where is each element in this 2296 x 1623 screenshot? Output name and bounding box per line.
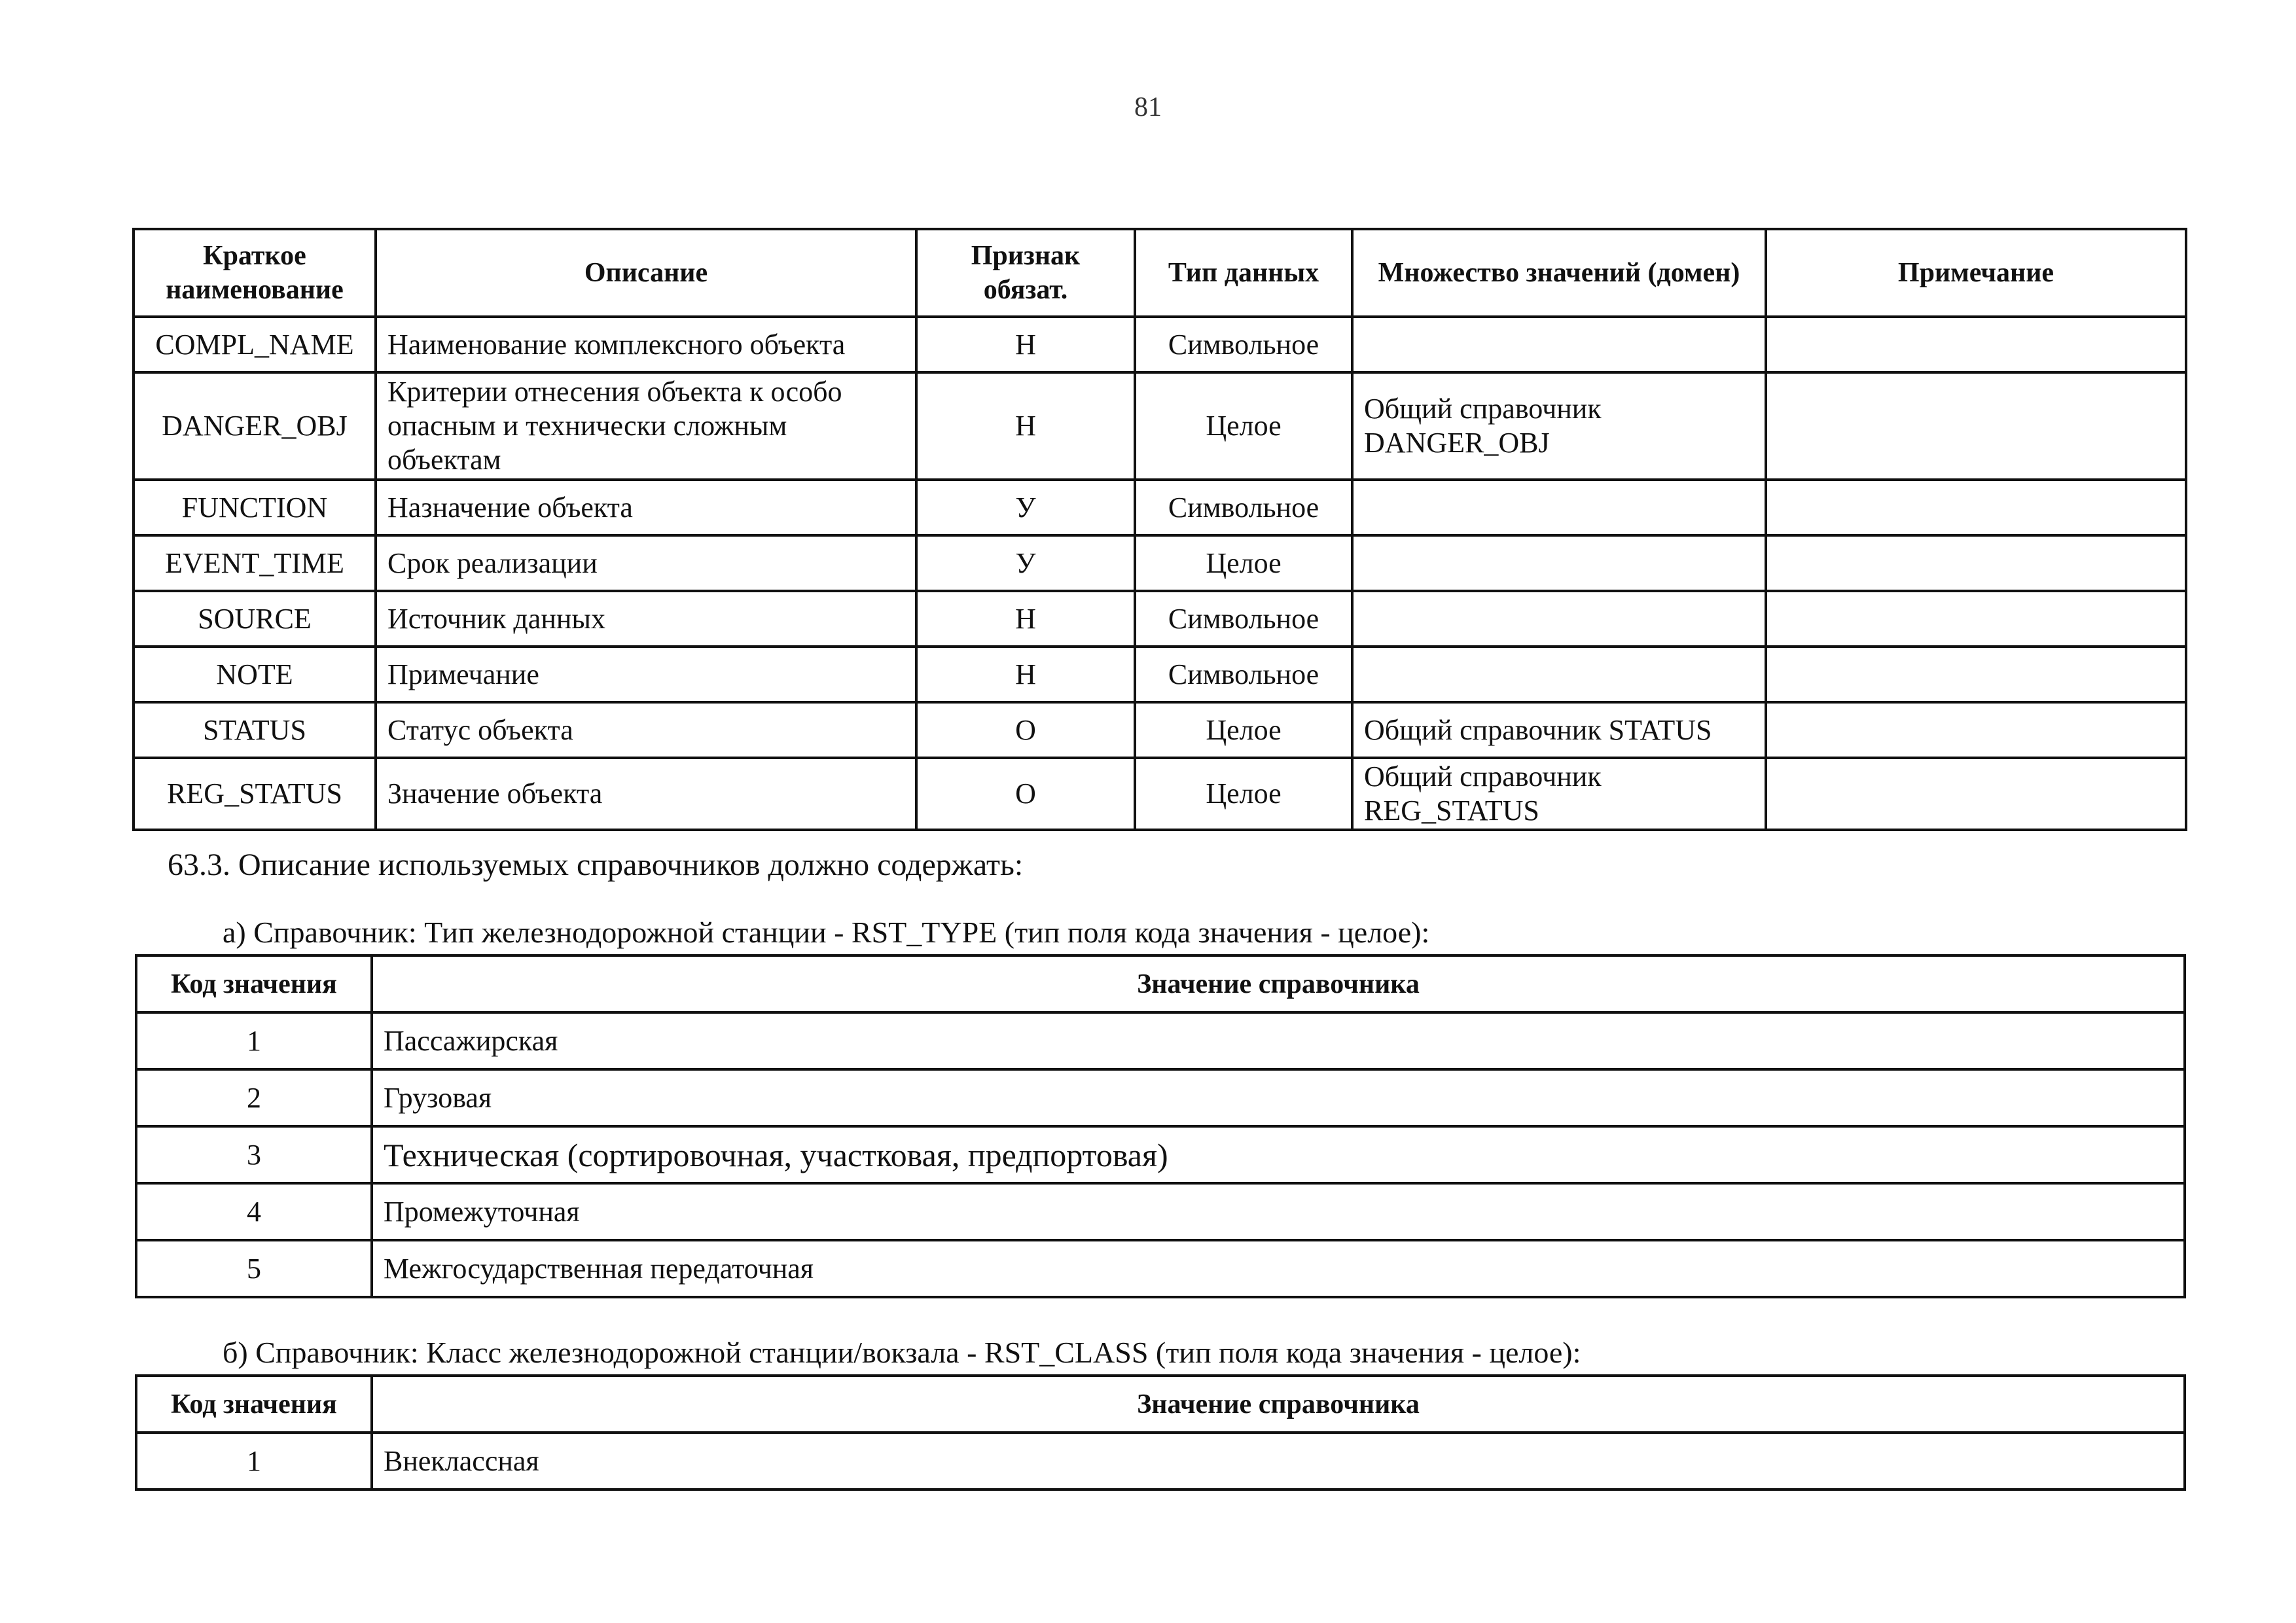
cell-domain: [1352, 480, 1766, 535]
cell-value: Межгосударственная передаточная: [372, 1240, 2185, 1297]
cell-description: Значение объекта: [376, 758, 916, 830]
cell-data-type: Целое: [1135, 372, 1352, 480]
table-row: [134, 535, 2186, 591]
header-short-name: Краткое наименование: [134, 229, 376, 317]
table-row: [136, 1126, 2185, 1183]
cell-note: [1766, 372, 2186, 480]
cell-code: 4: [136, 1183, 372, 1240]
cell-required: Н: [916, 317, 1135, 372]
cell-code: 3: [136, 1126, 372, 1183]
table-row: [134, 480, 2186, 535]
page-number: 81: [1134, 92, 1162, 122]
rst-class-table: [135, 1374, 2186, 1491]
cell-short-name: FUNCTION: [134, 480, 376, 535]
cell-description: Срок реализации: [376, 535, 916, 591]
cell-value: Пассажирская: [372, 1012, 2185, 1069]
header-domain: Множество значений (домен): [1352, 229, 1766, 317]
cell-description: Наименование комплексного объекта: [376, 317, 916, 372]
table-header-row: [136, 955, 2185, 1012]
cell-note: [1766, 480, 2186, 535]
cell-description: Источник данных: [376, 591, 916, 647]
cell-short-name: COMPL_NAME: [134, 317, 376, 372]
header-required: Признак обязат.: [916, 229, 1135, 317]
table-row: [134, 317, 2186, 372]
table-row: [134, 647, 2186, 702]
cell-data-type: Целое: [1135, 702, 1352, 758]
cell-short-name: NOTE: [134, 647, 376, 702]
header-note: Примечание: [1766, 229, 2186, 317]
cell-domain: [1352, 535, 1766, 591]
table-row: [136, 1012, 2185, 1069]
table-header-row: [136, 1376, 2185, 1433]
cell-domain: Общий справочник DANGER_OBJ: [1352, 372, 1766, 480]
cell-note: [1766, 317, 2186, 372]
cell-required: У: [916, 480, 1135, 535]
cell-required: У: [916, 535, 1135, 591]
rst-type-title: а) Справочник: Тип железнодорожной станции - RST_TYPE (тип поля кода значения - целое):: [223, 916, 1430, 949]
cell-note: [1766, 591, 2186, 647]
cell-data-type: Целое: [1135, 535, 1352, 591]
cell-required: О: [916, 702, 1135, 758]
cell-code: 1: [136, 1433, 372, 1489]
cell-value: Техническая (сортировочная, участковая, предпортовая): [372, 1126, 2185, 1183]
header-code: Код значения: [136, 955, 372, 1012]
cell-note: [1766, 702, 2186, 758]
cell-note: [1766, 535, 2186, 591]
cell-note: [1766, 758, 2186, 830]
cell-description: Назначение объекта: [376, 480, 916, 535]
table-row: [136, 1069, 2185, 1126]
cell-description: Критерии отнесения объекта к особо опасным и технически сложным объектам: [376, 372, 916, 480]
cell-short-name: REG_STATUS: [134, 758, 376, 830]
header-value: Значение справочника: [372, 955, 2185, 1012]
cell-data-type: Целое: [1135, 758, 1352, 830]
cell-description: Примечание: [376, 647, 916, 702]
table-row: [134, 591, 2186, 647]
cell-short-name: EVENT_TIME: [134, 535, 376, 591]
cell-data-type: Символьное: [1135, 647, 1352, 702]
cell-data-type: Символьное: [1135, 480, 1352, 535]
cell-value: Внеклассная: [372, 1433, 2185, 1489]
cell-short-name: DANGER_OBJ: [134, 372, 376, 480]
cell-domain: [1352, 647, 1766, 702]
attributes-table: [132, 228, 2187, 831]
header-data-type: Тип данных: [1135, 229, 1352, 317]
rst-type-table: [135, 954, 2186, 1298]
cell-domain: [1352, 591, 1766, 647]
cell-data-type: Символьное: [1135, 317, 1352, 372]
cell-note: [1766, 647, 2186, 702]
rst-class-title: б) Справочник: Класс железнодорожной станции/вокзала - RST_CLASS (тип поля кода значения - целое):: [223, 1336, 1581, 1369]
section-heading: 63.3. Описание используемых справочников должно содержать:: [168, 847, 1024, 882]
table-row: [134, 702, 2186, 758]
cell-domain: Общий справочник REG_STATUS: [1352, 758, 1766, 830]
cell-required: Н: [916, 372, 1135, 480]
header-code: Код значения: [136, 1376, 372, 1433]
cell-data-type: Символьное: [1135, 591, 1352, 647]
cell-required: Н: [916, 591, 1135, 647]
header-description: Описание: [376, 229, 916, 317]
table-row: [136, 1240, 2185, 1297]
table-header-row: [134, 229, 2186, 317]
cell-required: Н: [916, 647, 1135, 702]
table-row: [136, 1433, 2185, 1489]
cell-domain: Общий справочник STATUS: [1352, 702, 1766, 758]
header-value: Значение справочника: [372, 1376, 2185, 1433]
cell-value: Грузовая: [372, 1069, 2185, 1126]
table-row: [134, 372, 2186, 480]
cell-value: Промежуточная: [372, 1183, 2185, 1240]
cell-short-name: STATUS: [134, 702, 376, 758]
cell-code: 5: [136, 1240, 372, 1297]
cell-domain: [1352, 317, 1766, 372]
cell-required: О: [916, 758, 1135, 830]
cell-code: 2: [136, 1069, 372, 1126]
cell-description: Статус объекта: [376, 702, 916, 758]
table-row: [134, 758, 2186, 830]
cell-code: 1: [136, 1012, 372, 1069]
cell-short-name: SOURCE: [134, 591, 376, 647]
table-row: [136, 1183, 2185, 1240]
